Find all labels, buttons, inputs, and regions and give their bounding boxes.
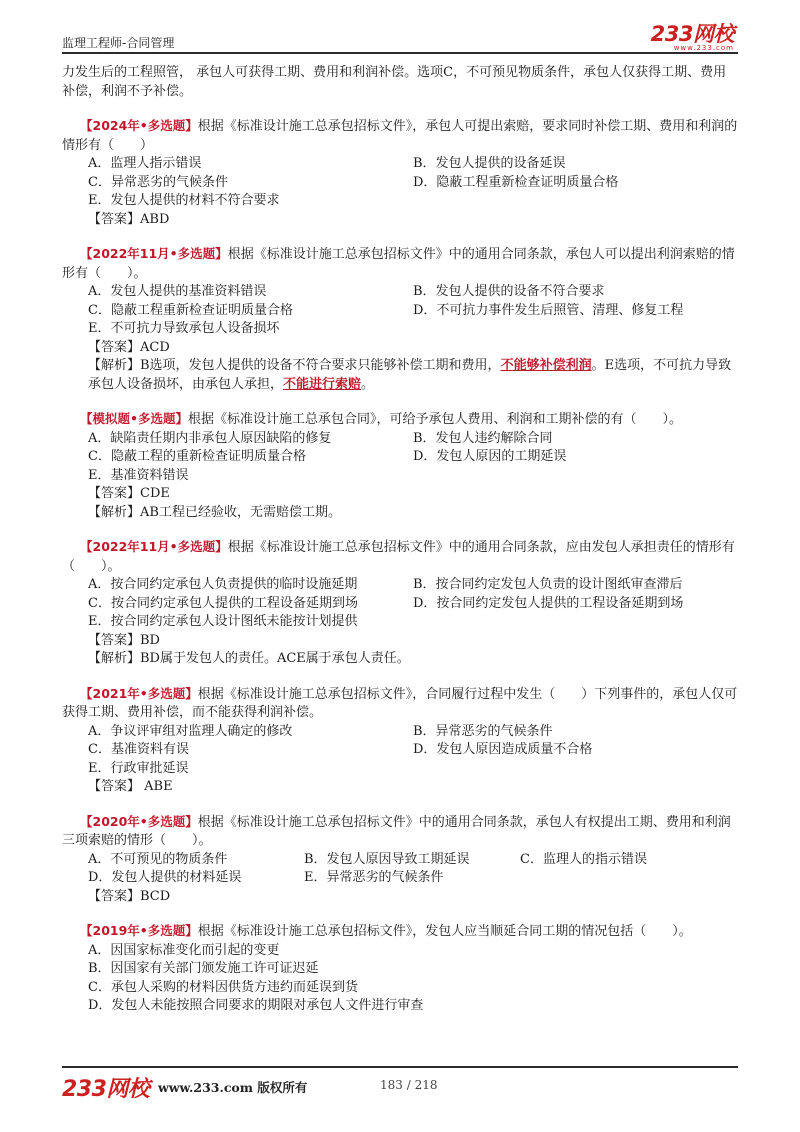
highlight-no-claim: 不能进行索赔 [283, 376, 362, 392]
option-e: E．发包人提供的材料不符合要求 [88, 193, 280, 208]
question-text: 根据《标准设计施工总承包合同》，可给予承包人费用、利润和工期补偿的有（ ）。 [188, 412, 683, 427]
option-d: D．发包人提供的材料延误 [88, 870, 242, 885]
option-d: D．发包人原因造成质量不合格 [413, 742, 593, 757]
question-2021 [62, 685, 738, 797]
question-text: 根据《标准设计施工总承包招标文件》，承包人可提出索赔，要求同时补偿工期、费用和利润的情形有（ ） [62, 119, 738, 153]
option-a: A．监理人指示错误 [88, 156, 202, 171]
question-tag: 【2022年11月•多选题】 [80, 539, 228, 554]
option-b: B．按合同约定发包人负责的设计图纸审查滞后 [413, 577, 683, 592]
options [62, 723, 738, 779]
question-tag: 【2019年•多选题】 [80, 923, 198, 938]
question-stem [62, 813, 738, 851]
option-c: C．按合同约定承包人提供的工程设备延期到场 [88, 595, 358, 611]
option-e: E．基准资料错误 [88, 467, 189, 483]
question-stem [62, 117, 738, 155]
question-2020 [62, 813, 738, 907]
question-mock [62, 410, 738, 522]
question-2019 [62, 922, 738, 1016]
option-e: E．异常恶劣的气候条件 [304, 870, 444, 885]
answer: 【答案】ACD [88, 339, 170, 355]
option-d: D．发包人未能按照合同要求的期限对承包人文件进行审查 [88, 998, 424, 1013]
page-content [62, 64, 738, 1016]
footer-copyright: www.233.com 版权所有 [158, 1080, 308, 1095]
option-e: E．不可抗力导致承包人设备损坏 [88, 321, 280, 336]
option-d: D．隐蔽工程重新检查证明质量合格 [413, 174, 619, 190]
answer: 【答案】CDE [88, 486, 170, 501]
question-text: 根据《标准设计施工总承包招标文件》，合同履行过程中发生（ ）下列事件的，承包人仅可获得工期、费用补偿，而不能获得利润补偿。 [62, 686, 738, 720]
intro-paragraph: 力发生后的工程照管， 承包人可获得工期、费用和利润补偿。选项C，不可预见物质条件，承包人仅获得工期、费用补偿，利润不予补偿。 [62, 65, 727, 99]
question-tag: 【模拟题•多选题】 [80, 411, 188, 426]
brand-logo-text: 233网校 [650, 22, 734, 46]
header-divider [62, 52, 738, 54]
option-c: C．隐蔽工程的重新检查证明质量合格 [88, 449, 306, 464]
question-stem [62, 922, 738, 942]
option-a: A．不可预见的物质条件 [88, 851, 228, 867]
options [62, 430, 738, 486]
explanation: 【解析】AB工程已经验收，无需赔偿工期。 [88, 504, 341, 520]
explanation-text-1: 【解析】B选项，发包人提供的设备不符合要求只能够补偿工期和费用， [88, 358, 501, 373]
option-c: C．监理人的指示错误 [520, 851, 647, 867]
question-text: 根据《标准设计施工总承包招标文件》中的通用合同条款，承包人可以提出利润索赔的情形有（ ）。 [62, 247, 735, 281]
question-tag: 【2021年•多选题】 [80, 685, 198, 701]
option-a: A．因国家标准变化而引起的变更 [88, 942, 280, 958]
explanation: 【解析】BD属于发包人的责任。ACE属于承包人责任。 [88, 651, 410, 666]
option-d: D．按合同约定发包人提供的工程设备延期到场 [413, 595, 684, 611]
footer-divider [62, 1066, 738, 1068]
question-2024 [62, 117, 738, 229]
page-number: 183 / 218 [380, 1078, 438, 1092]
brand-logo-url: www.233.com [673, 44, 734, 52]
option-b: B．因国家有关部门颁发施工许可证迟延 [88, 961, 319, 976]
footer-brand-logo: 233网校 [62, 1077, 150, 1102]
option-a: A．发包人提供的基准资料错误 [88, 284, 267, 299]
question-tag: 【2024年•多选题】 [80, 118, 198, 133]
answer: 【答案】BCD [88, 888, 171, 904]
option-b: B．发包人原因导致工期延误 [304, 851, 470, 867]
option-d: D．发包人原因的工期延误 [413, 449, 567, 464]
explanation [62, 357, 738, 394]
page-footer [62, 1072, 738, 1102]
options [62, 576, 738, 632]
question-tag: 【2022年11月•多选题】 [80, 246, 228, 261]
option-d: D．不可抗力事件发生后照管、清理、修复工程 [413, 302, 684, 318]
question-text: 根据《标准设计施工总承包招标文件》，发包人应当顺延合同工期的情况包括（ ）。 [197, 924, 692, 939]
answer: 【答案】BD [88, 632, 160, 648]
option-b: B．异常恶劣的气候条件 [413, 723, 553, 739]
option-a: A．按合同约定承包人负责提供的临时设施延期 [88, 577, 358, 592]
option-c: C．承包人采购的材料因供货方违约而延误到货 [88, 979, 358, 995]
document-title: 监理工程师-合同管理 [62, 36, 175, 50]
highlight-no-profit: 不能够补偿利润 [500, 358, 592, 373]
answer: 【答案】ABD [88, 211, 170, 227]
option-b: B．发包人违约解除合同 [413, 430, 553, 446]
question-stem [62, 538, 738, 576]
option-a: A．争议评审组对监理人确定的修改 [88, 723, 293, 739]
option-c: C．异常恶劣的气候条件 [88, 174, 228, 190]
question-2022-nov-b [62, 538, 738, 669]
page-header [62, 22, 738, 52]
option-c: C．基准资料有误 [88, 742, 189, 757]
options [62, 851, 738, 888]
option-c: C．隐蔽工程重新检查证明质量合格 [88, 302, 293, 318]
brand-logo [651, 24, 734, 52]
option-b: B．发包人提供的设备不符合要求 [413, 284, 605, 299]
question-stem [62, 410, 738, 430]
answer: 【答案】 ABE [88, 779, 173, 794]
option-e: E．按合同约定承包人设计图纸未能按计划提供 [88, 614, 358, 629]
question-text: 根据《标准设计施工总承包招标文件》中的通用合同条款，承包人有权提出工期、费用和利润三项索赔的情形（ ）。 [62, 814, 731, 848]
option-b: B．发包人提供的设备延误 [413, 156, 566, 171]
options [62, 942, 738, 1016]
question-stem [62, 245, 738, 283]
options [62, 155, 738, 211]
question-tag: 【2020年•多选题】 [80, 813, 198, 829]
question-stem [62, 685, 738, 723]
explanation-text-3: 。 [361, 376, 375, 392]
options [62, 283, 738, 339]
explanation-text-2: 。E选项，不可抗力导致承包人设备损坏，由承包人承担， [88, 358, 732, 392]
option-e: E．行政审批延误 [88, 760, 189, 776]
option-a: A．缺陷责任期内非承包人原因缺陷的修复 [88, 430, 332, 446]
question-2022-nov-a [62, 245, 738, 394]
question-text: 根据《标准设计施工总承包招标文件》中的通用合同条款，应由发包人承担责任的情形有（ ）。 [62, 540, 735, 574]
